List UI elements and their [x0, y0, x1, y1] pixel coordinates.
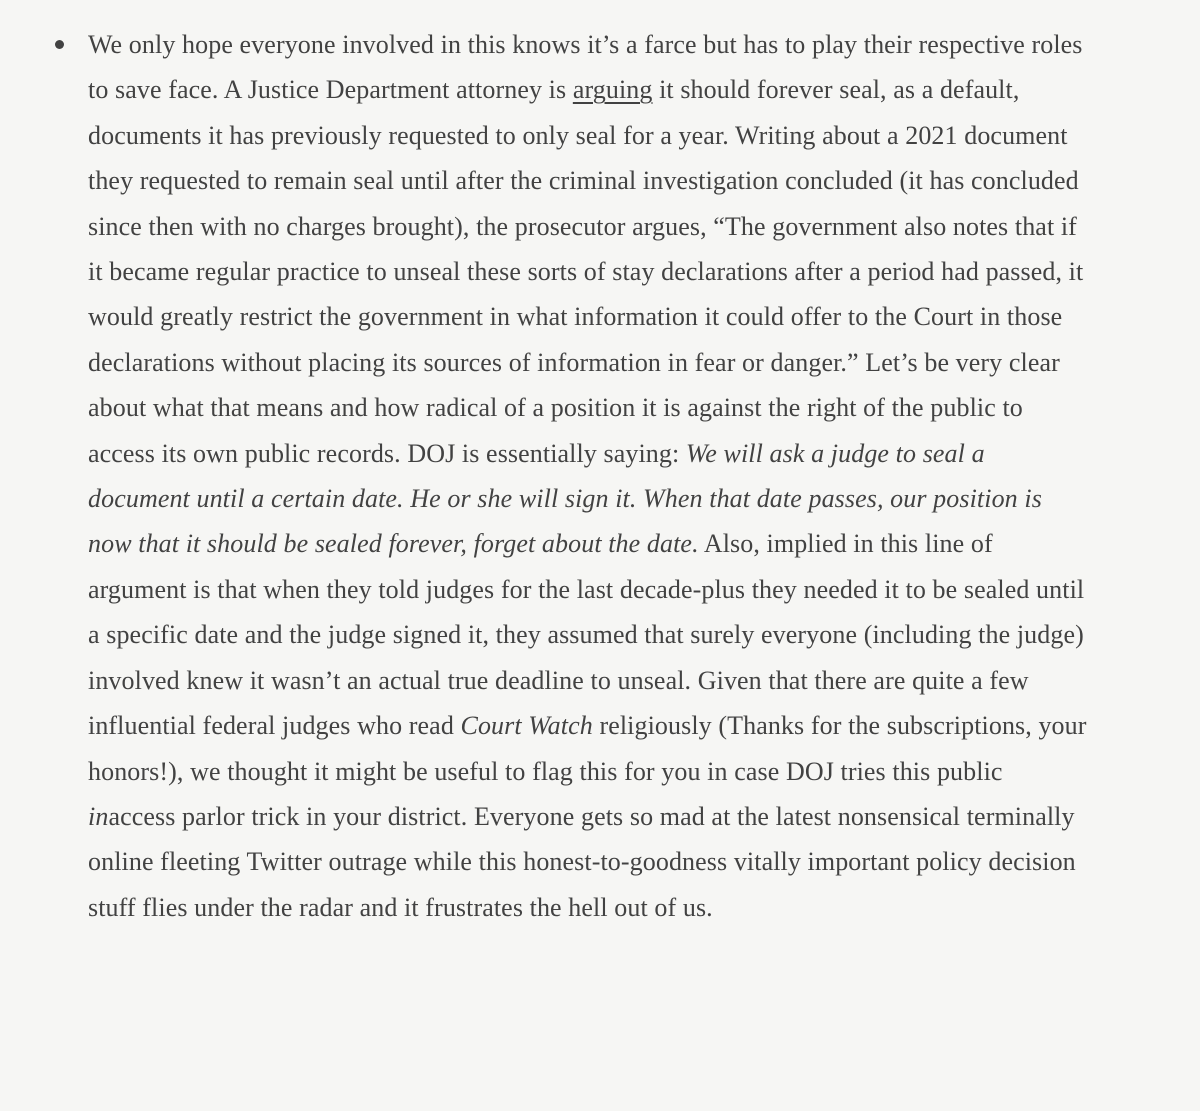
paragraph-text-segment: it should forever seal, as a default, documents it has previously requested to only seal for a year. Writing about a 2021 document they requested to remain seal until after the criminal investigation concluded (it has concluded since then with no charges brought), the prosecutor argues, “The government also notes that if it became regular practice to unseal these sorts of stay declarations after a period had passed, it would greatly restrict the government in what information it could offer to the Court in those declarations without placing its sources of information in fear or danger.” Let’s be very clear about what that means and how radical of a position it is against the right of the public to access its own public records. DOJ is essentially saying:	[88, 75, 1084, 468]
arguing-link[interactable]: arguing	[572, 75, 653, 105]
bullet-icon	[55, 40, 64, 49]
inaccess-emphasis-italic: in	[88, 801, 109, 831]
paragraph-text-segment: We only hope everyone involved in this knows it’s a farce but has to play their respective roles to save face. A Justice Department attorney is	[88, 30, 1083, 105]
doj-hypothetical-italic-text: We will ask a judge to seal a document until a certain date. He or she will sign it. When that date passes, our position is now that it should be sealed forever, forget about the date.	[88, 438, 1042, 559]
body-paragraph	[88, 22, 1088, 930]
court-watch-title-italic: Court Watch	[460, 711, 593, 741]
bullet-list-item	[55, 22, 1088, 930]
paragraph-text-segment: access parlor trick in your district. Everyone gets so mad at the latest nonsensical terminally online fleeting Twitter outrage while this honest-to-goodness vitally important policy decision stuff flies under the radar and it frustrates the hell out of us.	[88, 801, 1076, 922]
paragraph-text-segment: Also, implied in this line of argument is that when they told judges for the last decade-plus they needed it to be sealed until a specific date and the judge signed it, they assumed that surely everyone (including the judge) involved knew it wasn’t an actual true deadline to unseal. Given that there are quite a few influential federal judges who read	[88, 529, 1085, 741]
paragraph-text-segment: religiously (Thanks for the subscriptions, your honors!), we thought it might be useful to flag this for you in case DOJ tries this public	[88, 711, 1087, 786]
